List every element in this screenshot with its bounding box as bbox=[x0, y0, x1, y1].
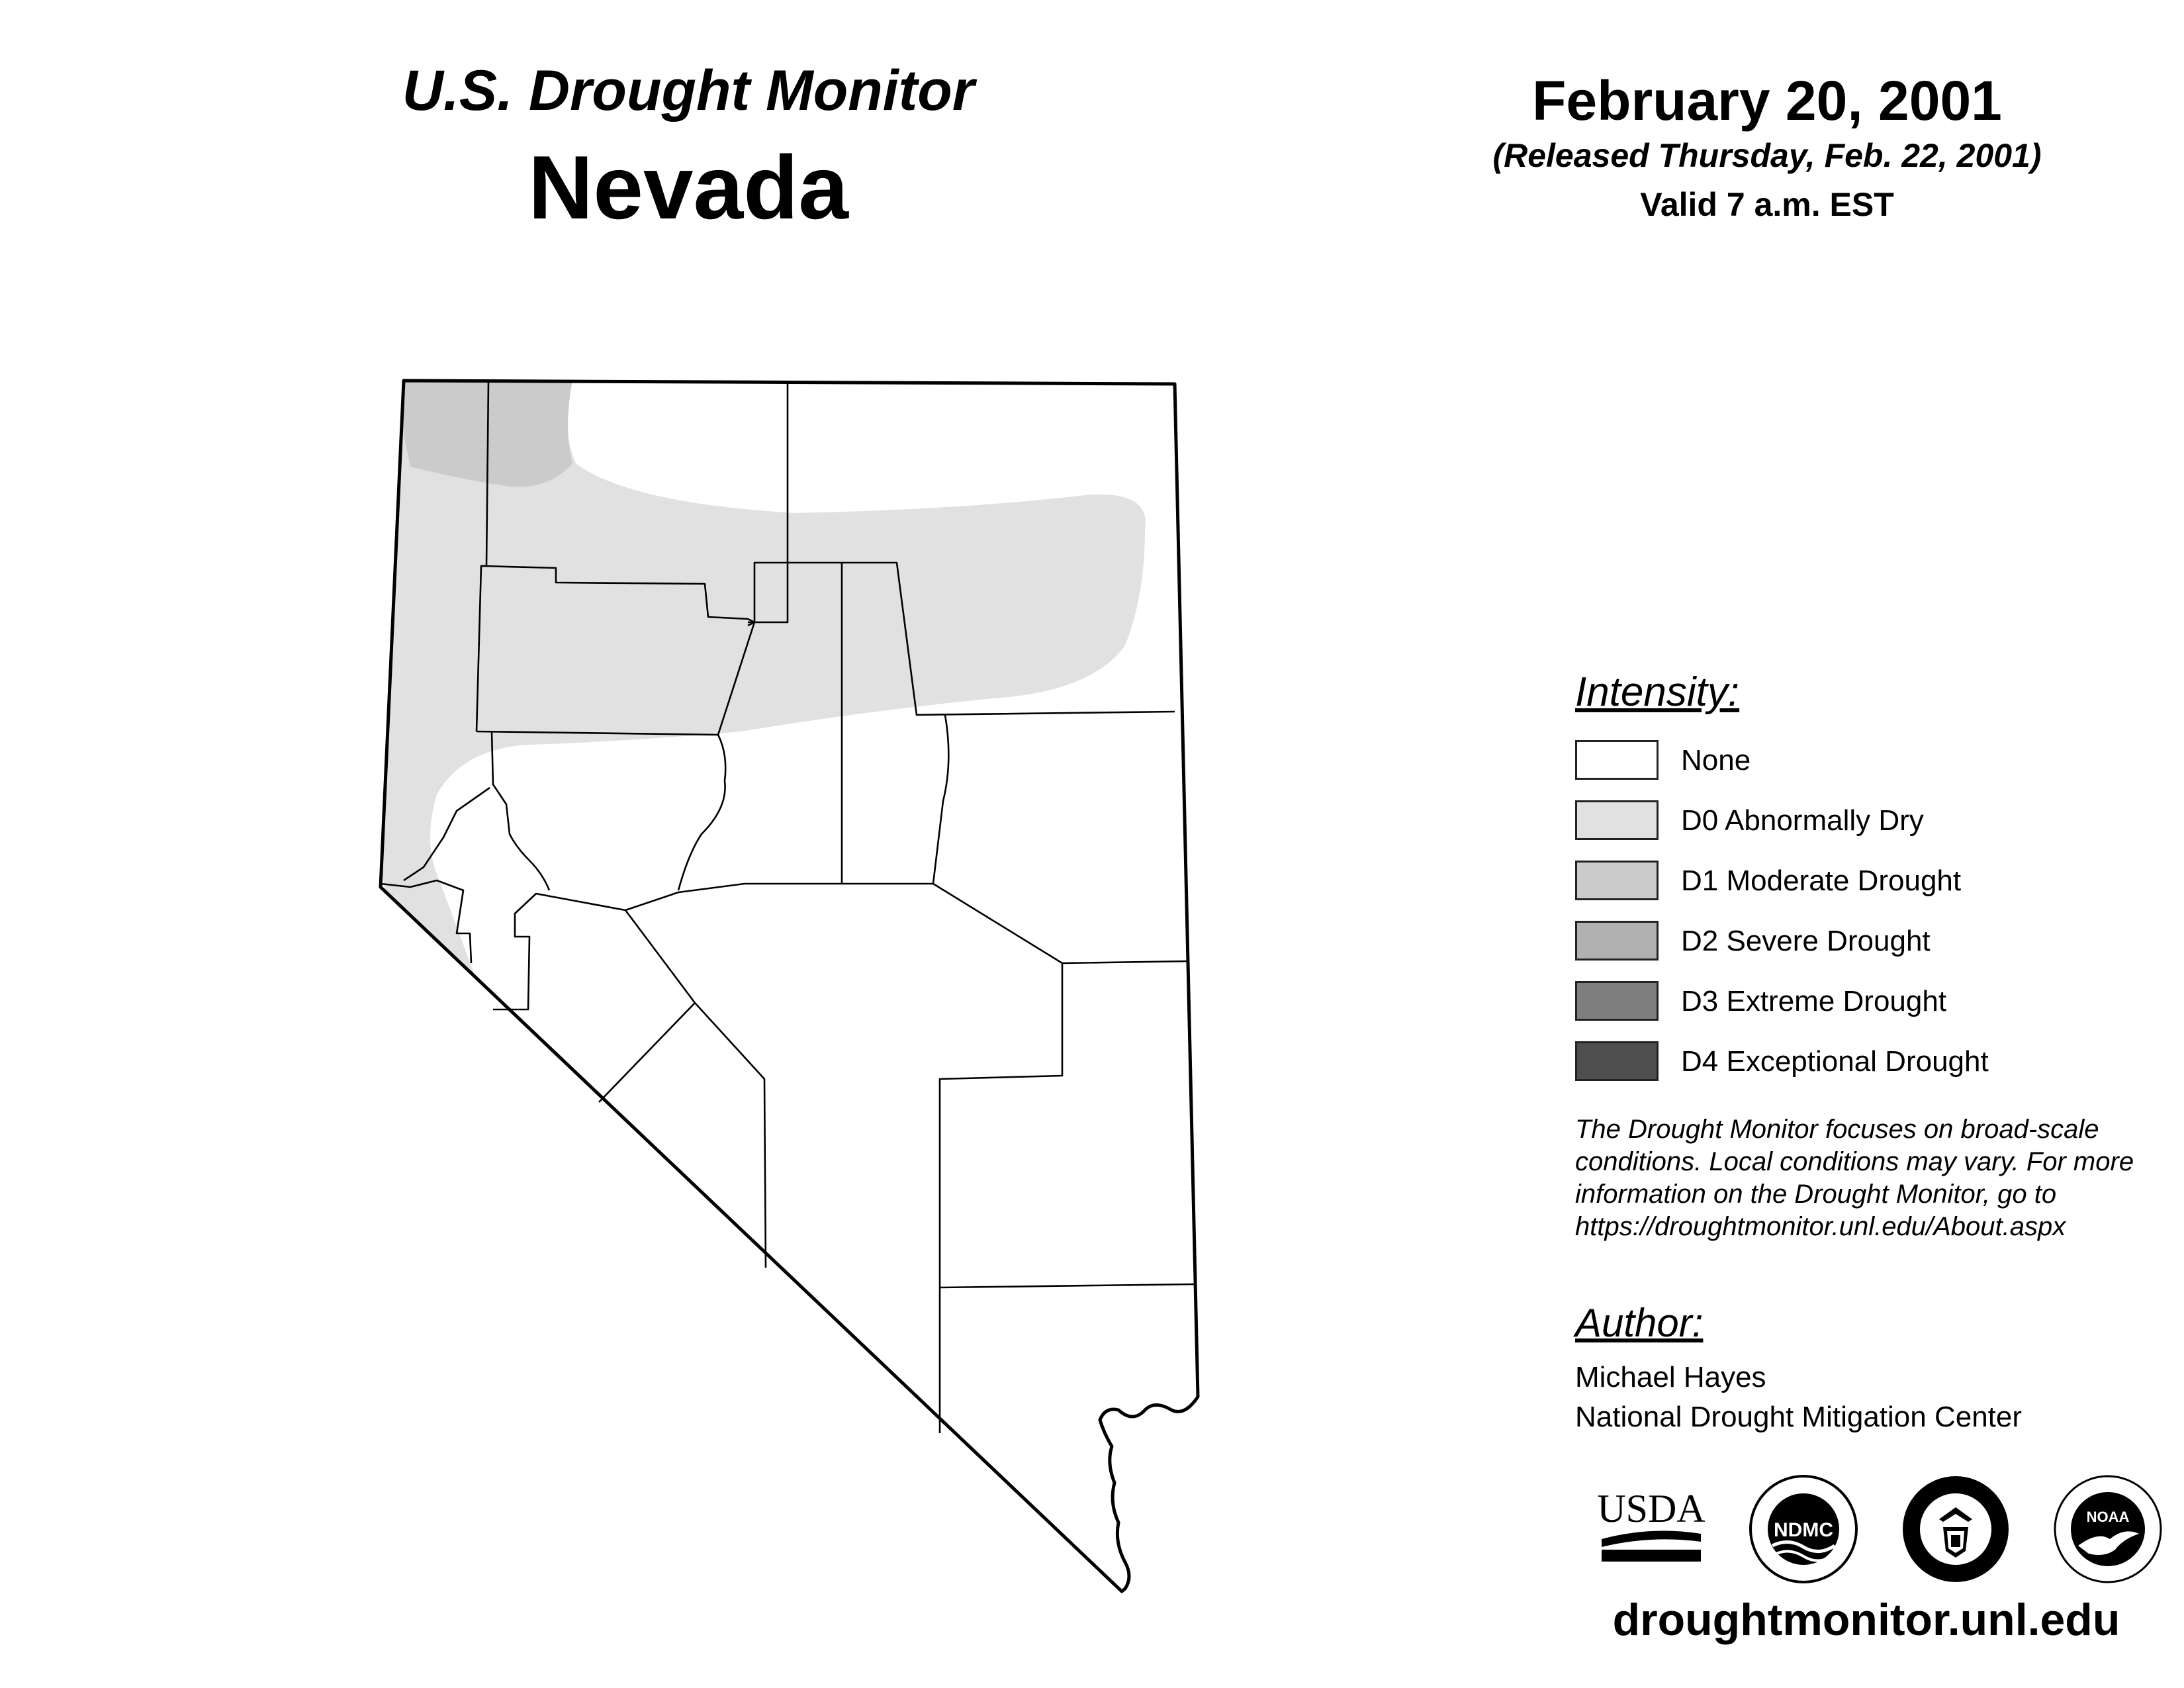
department-of-commerce-seal bbox=[1899, 1473, 2012, 1585]
disclaimer-note: The Drought Monitor focuses on broad-scale conditions. Local conditions may vary. For more information on the Drought Monitor, go to https://droughtmonitor.unl.edu/About.aspx bbox=[1575, 1115, 2134, 1241]
noaa-logo-text: NOAA bbox=[2086, 1509, 2130, 1525]
legend-label: D1 Moderate Drought bbox=[1681, 865, 1962, 897]
legend-swatch bbox=[1575, 981, 1659, 1021]
legend-label: D2 Severe Drought bbox=[1681, 925, 1931, 957]
ndmc-logo bbox=[1747, 1473, 1860, 1585]
website-url[interactable]: droughtmonitor.unl.edu bbox=[1612, 1595, 2120, 1645]
legend-title: Intensity: bbox=[1575, 669, 1740, 715]
author-organization: National Drought Mitigation Center bbox=[1575, 1401, 2023, 1433]
usda-logo bbox=[1595, 1486, 1707, 1566]
author-name: Michael Hayes bbox=[1575, 1361, 1766, 1393]
legend-swatch bbox=[1575, 740, 1659, 780]
map-title: Nevada bbox=[528, 137, 848, 238]
release-date: (Released Thursday, Feb. 22, 2001) bbox=[1492, 137, 2042, 174]
author-heading: Author: bbox=[1575, 1301, 1704, 1345]
legend-swatch bbox=[1575, 861, 1659, 900]
legend-swatch bbox=[1575, 800, 1659, 840]
ndmc-logo-text: NDMC bbox=[1774, 1519, 1833, 1541]
map-subtitle: U.S. Drought Monitor bbox=[402, 59, 975, 122]
legend-swatch bbox=[1575, 1041, 1659, 1081]
valid-date: February 20, 2001 bbox=[1532, 70, 2002, 132]
legend-label: None bbox=[1681, 744, 1751, 776]
legend-label: D4 Exceptional Drought bbox=[1681, 1045, 1989, 1078]
legend-swatch bbox=[1575, 921, 1659, 961]
noaa-logo bbox=[2052, 1473, 2164, 1585]
usda-logo-text: USDA bbox=[1597, 1487, 1706, 1530]
legend-label: D0 Abnormally Dry bbox=[1681, 804, 1924, 837]
valid-time: Valid 7 a.m. EST bbox=[1640, 186, 1894, 223]
legend-label: D3 Extreme Drought bbox=[1681, 985, 1947, 1017]
